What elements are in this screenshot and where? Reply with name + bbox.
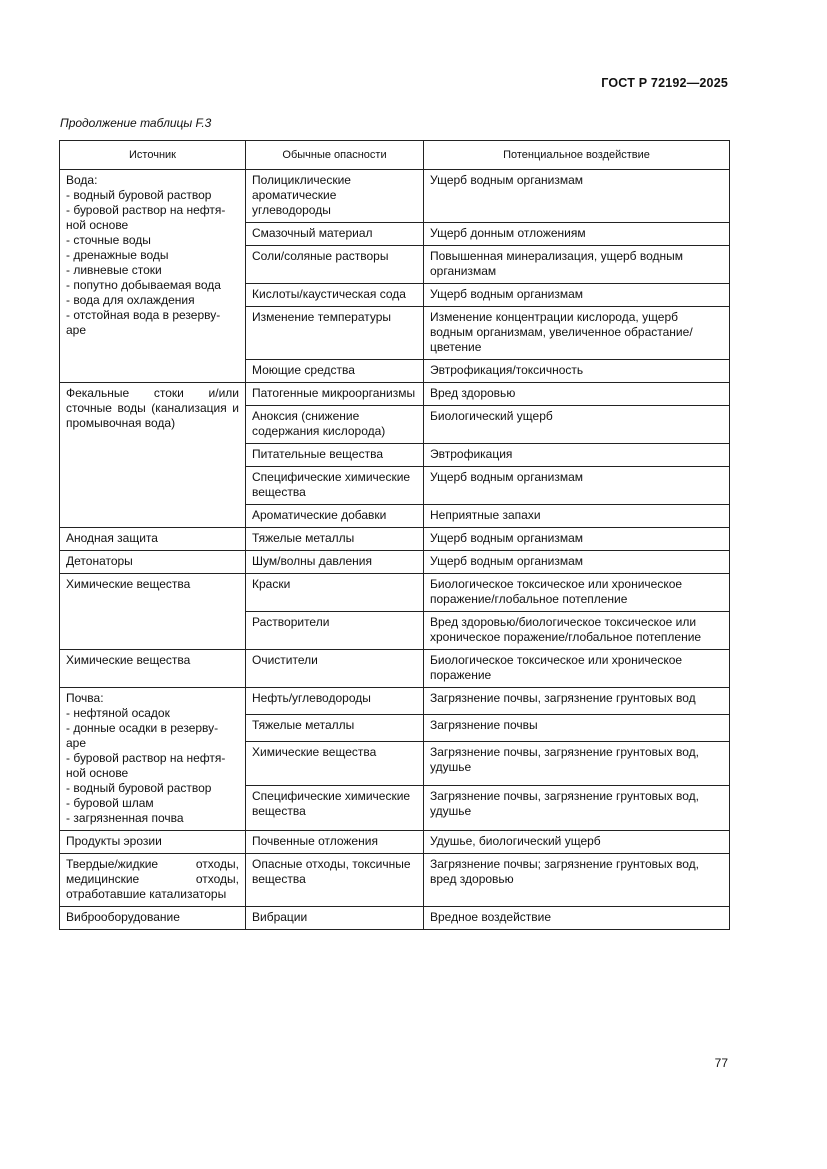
- source-title: Фекальные стоки и/или сточные воды (канализация и промывочная вода): [66, 386, 239, 430]
- source-list-item: - водный буровой раствор: [66, 781, 212, 795]
- source-cell: [60, 551, 246, 574]
- source-title: Химические вещества: [66, 577, 191, 591]
- table-row: [60, 907, 730, 930]
- source-list-item: - загрязненная почва: [66, 811, 184, 825]
- source-list-item: - отстойная вода в резерву-: [66, 308, 221, 322]
- source-list-item: ной основе: [66, 766, 129, 780]
- table-row: [60, 831, 730, 854]
- impact-cell: Загрязнение почвы, загрязнение грунтовых вод: [424, 688, 730, 715]
- source-list-item: - буровой раствор на нефтя-: [66, 751, 226, 765]
- hazard-cell: Соли/соляные растворы: [246, 246, 424, 284]
- source-cell: [60, 650, 246, 688]
- table-row: [60, 528, 730, 551]
- source-title: Продукты эрозии: [66, 834, 162, 848]
- table-row: [60, 551, 730, 574]
- hazard-cell: Моющие средства: [246, 360, 424, 383]
- source-list-item: - попутно добываемая вода: [66, 278, 221, 292]
- impact-cell: Загрязнение почвы: [424, 714, 730, 741]
- column-header-impact: Потенциальное воздействие: [424, 141, 730, 170]
- hazard-cell: Нефть/углеводороды: [246, 688, 424, 715]
- hazard-cell: Опасные отходы, токсичные вещества: [246, 854, 424, 907]
- source-list-item: - буровой раствор на нефтя-: [66, 203, 226, 217]
- hazard-cell: Ароматические добавки: [246, 505, 424, 528]
- hazard-cell: Специфические химические вещества: [246, 467, 424, 505]
- impact-cell: Биологическое токсическое или хроническое поражение: [424, 650, 730, 688]
- source-list-item: аре: [66, 736, 87, 750]
- impact-cell: Удушье, биологический ущерб: [424, 831, 730, 854]
- hazard-cell: Шум/волны давления: [246, 551, 424, 574]
- impact-cell: Вред здоровью/биологическое токсическое или хроническое поражение/глобальное потепление: [424, 612, 730, 650]
- hazard-cell: Вибрации: [246, 907, 424, 930]
- source-title: Анодная защита: [66, 531, 158, 545]
- source-list-item: ной основе: [66, 218, 129, 232]
- source-title: Вода:: [66, 173, 98, 187]
- impact-cell: Загрязнение почвы, загрязнение грунтовых вод, удушье: [424, 786, 730, 831]
- hazard-cell: Патогенные микроорганизмы: [246, 383, 424, 406]
- table-body: [60, 170, 730, 930]
- impact-cell: Биологический ущерб: [424, 406, 730, 444]
- impact-cell: Ущерб водным организмам: [424, 528, 730, 551]
- hazard-cell: Специфические химические вещества: [246, 786, 424, 831]
- source-title: Твердые/жидкие отходы, медицинские отходы, отработавшие катализаторы: [66, 857, 239, 901]
- hazard-cell: Химические вещества: [246, 741, 424, 786]
- source-title: Виброоборудование: [66, 910, 180, 924]
- source-cell: [60, 688, 246, 831]
- table-row: [60, 383, 730, 406]
- table-row: [60, 170, 730, 223]
- table-row: [60, 650, 730, 688]
- table-caption: Продолжение таблицы F.3: [60, 116, 212, 130]
- source-cell: [60, 831, 246, 854]
- source-list-item: - сточные воды: [66, 233, 151, 247]
- table-row: [60, 574, 730, 612]
- table-header: [60, 141, 730, 170]
- column-header-source: Источник: [60, 141, 246, 170]
- source-title: Химические вещества: [66, 653, 191, 667]
- hazard-cell: Смазочный материал: [246, 223, 424, 246]
- source-list-item: - нефтяной осадок: [66, 706, 170, 720]
- table-row: [60, 688, 730, 715]
- hazard-cell: Тяжелые металлы: [246, 714, 424, 741]
- source-cell: [60, 528, 246, 551]
- impact-cell: Вредное воздействие: [424, 907, 730, 930]
- table-row: [60, 854, 730, 907]
- impact-cell: Ущерб водным организмам: [424, 284, 730, 307]
- hazard-table: [59, 140, 730, 930]
- hazard-cell: Изменение температуры: [246, 307, 424, 360]
- source-title: Детонаторы: [66, 554, 133, 568]
- impact-cell: Вред здоровью: [424, 383, 730, 406]
- source-list-item: - ливневые стоки: [66, 263, 162, 277]
- source-cell: [60, 383, 246, 528]
- hazard-cell: Растворители: [246, 612, 424, 650]
- source-list-item: - буровой шлам: [66, 796, 154, 810]
- impact-cell: Ущерб водным организмам: [424, 170, 730, 223]
- impact-cell: Эвтрофикация: [424, 444, 730, 467]
- source-list-item: аре: [66, 323, 87, 337]
- impact-cell: Ущерб водным организмам: [424, 467, 730, 505]
- source-cell: [60, 574, 246, 650]
- hazard-cell: Тяжелые металлы: [246, 528, 424, 551]
- impact-cell: Загрязнение почвы, загрязнение грунтовых вод, удушье: [424, 741, 730, 786]
- source-list-item: - водный буровой раствор: [66, 188, 212, 202]
- hazard-cell: Краски: [246, 574, 424, 612]
- hazard-cell: Полициклические ароматические углеводороды: [246, 170, 424, 223]
- hazard-cell: Питательные вещества: [246, 444, 424, 467]
- impact-cell: Загрязнение почвы; загрязнение грунтовых вод, вред здоровью: [424, 854, 730, 907]
- source-list-item: - вода для охлаждения: [66, 293, 195, 307]
- column-header-hazard: Обычные опасности: [246, 141, 424, 170]
- source-cell: [60, 907, 246, 930]
- source-title: Почва:: [66, 691, 104, 705]
- hazard-cell: Очистители: [246, 650, 424, 688]
- table-header-row: [60, 141, 730, 170]
- hazard-cell: Почвенные отложения: [246, 831, 424, 854]
- impact-cell: Эвтрофикация/токсичность: [424, 360, 730, 383]
- impact-cell: Изменение концентрации кислорода, ущерб водным организмам, увеличенное обрастание/цветение: [424, 307, 730, 360]
- source-list-item: - донные осадки в резерву-: [66, 721, 219, 735]
- hazard-cell: Кислоты/каустическая сода: [246, 284, 424, 307]
- hazard-cell: Аноксия (снижение содержания кислорода): [246, 406, 424, 444]
- impact-cell: Ущерб водным организмам: [424, 551, 730, 574]
- impact-cell: Ущерб донным отложениям: [424, 223, 730, 246]
- source-list-item: - дренажные воды: [66, 248, 169, 262]
- source-cell: [60, 170, 246, 383]
- impact-cell: Повышенная минерализация, ущерб водным организмам: [424, 246, 730, 284]
- page-number: 77: [714, 1056, 728, 1070]
- source-cell: [60, 854, 246, 907]
- impact-cell: Биологическое токсическое или хроническое поражение/глобальное потепление: [424, 574, 730, 612]
- impact-cell: Неприятные запахи: [424, 505, 730, 528]
- document-id: ГОСТ Р 72192—2025: [601, 76, 728, 90]
